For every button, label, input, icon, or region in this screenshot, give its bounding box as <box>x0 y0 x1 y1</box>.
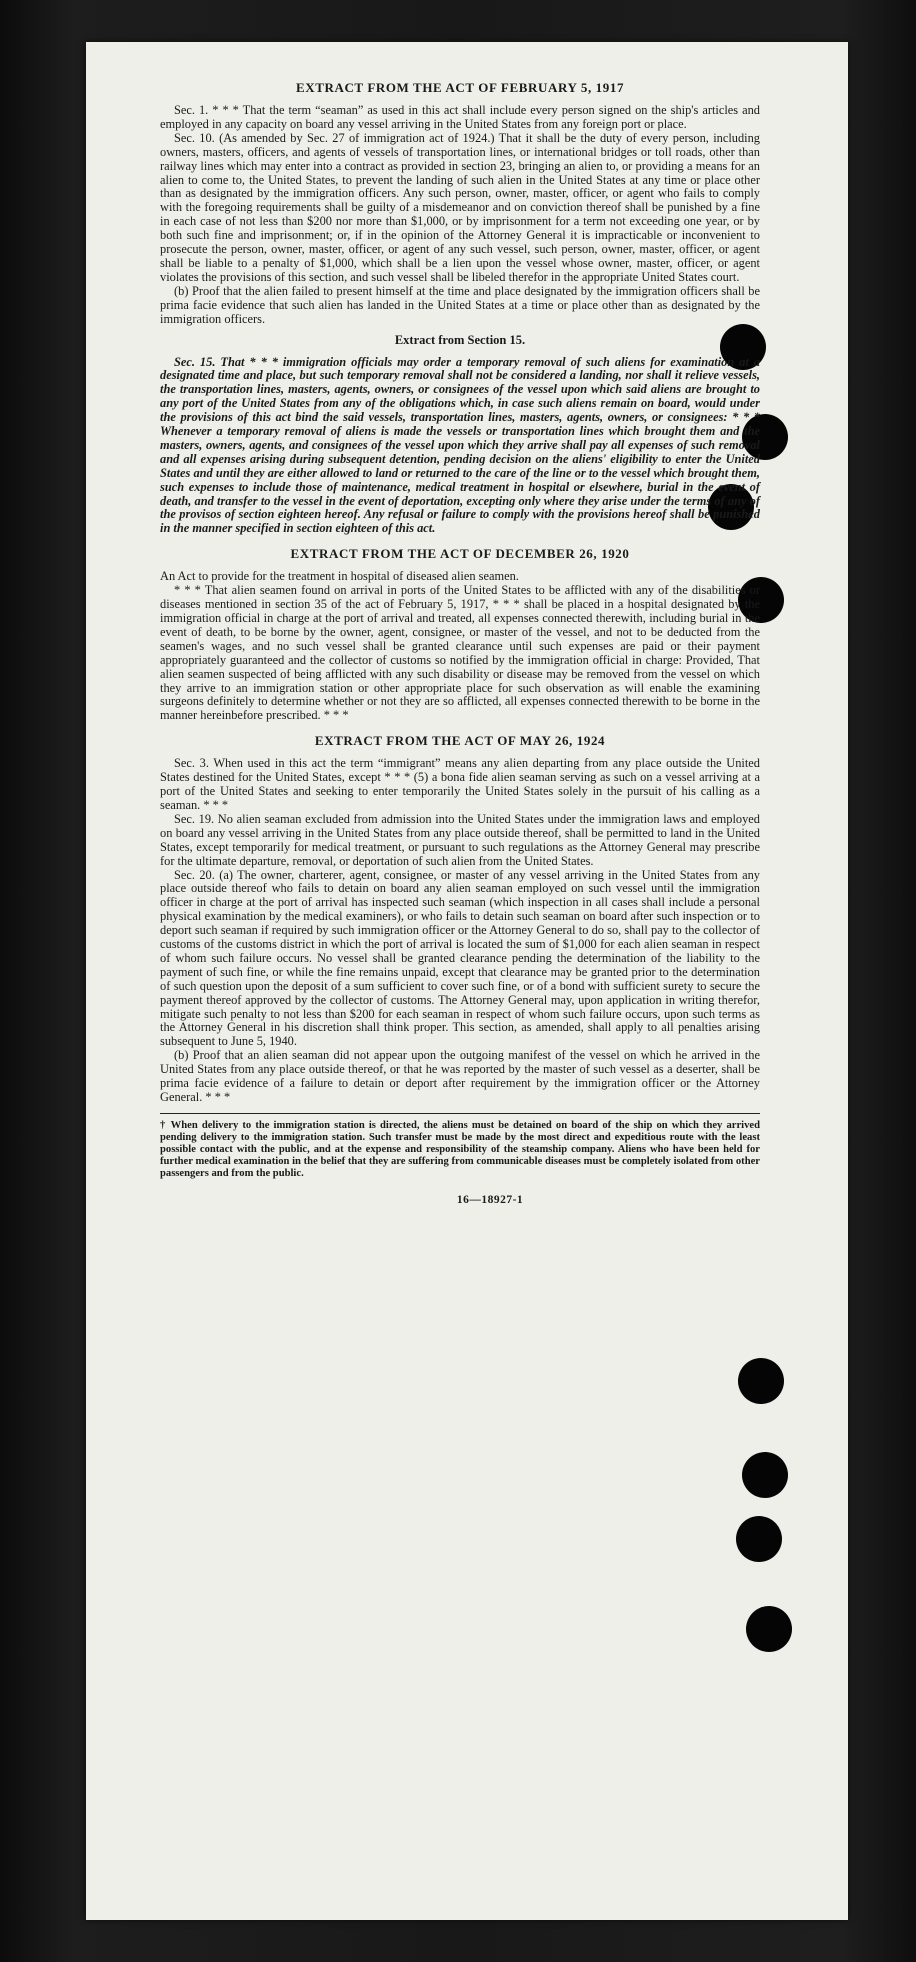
act-1920-intro: An Act to provide for the treatment in hospital of diseased alien seamen. <box>160 569 519 584</box>
punch-hole-7 <box>736 1516 782 1562</box>
section-3-paragraph: Sec. 3. When used in this act the term “immigrant” means any alien departing from any place outside the United States destined for the United States, except * * * (5) a bona fide alien seaman serving as such on a vessel arriving at a port of the United States and seeking to enter temporarily the United States solely in the pursuit of his calling as a seaman. * * * <box>160 756 760 812</box>
footnote-divider <box>160 1113 760 1114</box>
section-15-paragraph: Sec. 15. That * * * immigration officials may order a temporary removal of such aliens for examination at a designated time and place, but such temporary removal shall not be considered a landing, nor shall it relieve vessels, the transportation lines, masters, agents, owners, or consignees of the vessel upon which said aliens are brought to any port of the United States from any of the obligations which, in case such aliens remain on board, would under the provisions of this act bind the said vessels, transportation lines, masters, agents, owners, or consignees: * * * Whenever a temporary removal of aliens is made the vessels or transportation lines which brought them and the masters, owners, agents, and consignees of the vessel upon which they arrive shall pay all expenses of such removal and all expenses arising during subsequent detention, pending decision on the aliens' eligibility to enter the United States and until they are either allowed to land or returned to the care of the line or to the vessel which brought them, such expenses to include those of maintenance, medical treatment in hospital or elsewhere, burial in the event of death, and transfer to the vessel in the event of deportation, excepting only where they arise under the terms of any of the provisos of section eighteen hereof. Any refusal or failure to comply with the provisions hereof shall be punished in the manner specified in section eighteen of this act. <box>160 354 760 536</box>
heading-act-1924: EXTRACT FROM THE ACT OF MAY 26, 1924 <box>314 733 606 749</box>
section-19-paragraph: Sec. 19. No alien seaman excluded from admission into the United States under the immigration laws and employed on board any vessel arriving in the United States from any place outside thereof, shall be permitted to land in the United States, except temporarily for medical treatment, or pursuant to such regulations as the Attorney General may prescribe for the ultimate departure, removal, or deportation of such alien from the United States. <box>160 811 760 868</box>
section-20a-paragraph: Sec. 20. (a) The owner, charterer, agent, consignee, or master of any vessel arriving in the United States from any place outside thereof who fails to detain on board any alien seaman employed on such vessel until the immigration officer in charge at the port of arrival has inspected such seaman (which inspection in all cases shall include a personal physical examination by the medical examiners), or who fails to detain such seaman on board after such inspection or to deport such seaman if required by such immigration officer or the Attorney General to do so, shall pay to the collector of customs of the customs district in which the port of arrival is located the sum of $1,000 for each alien seaman in respect of whom such failure occurs. No vessel shall be granted clearance pending the determination of the liability to the payment of such fine, or while the fine remains unpaid, except that clearance may be granted prior to the determination of such question upon the deposit of a sum sufficient to cover such fine, or of a bond with sufficient surety to secure the payment thereof approved by the collector of customs. The Attorney General may, upon application in writing therefor, mitigate such penalty to not less than $200 for each seaman in respect of whom such failure occurs, upon such terms as the Attorney General in his discretion shall think proper. This section, as amended, shall apply to all penalties arising subsequent to June 5, 1940. <box>160 867 760 1049</box>
heading-act-1920: EXTRACT FROM THE ACT OF DECEMBER 26, 1920 <box>290 546 630 562</box>
section-10-paragraph: Sec. 10. (As amended by Sec. 27 of immigration act of 1924.) That it shall be the duty of every person, including owners, masters, officers, and agents of vessels of transportation lines, or international bridges or toll roads, other than railway lines which may enter into a contract as provided in section 23, bringing an alien to, or providing a means for an alien to come to, the United States, to prevent the landing of such alien in the United States at any time or place other than as designated by the immigration officers. Any such person, owner, master, officer, or agent who fails to comply with the foregoing requirements shall be guilty of a misdemeanor and on conviction thereof shall be punished by a fine in each case of not less than $200 nor more than $1,000, or by imprisonment for a term not exceeding one year, or by both such fine and imprisonment; or, if in the opinion of the Attorney General it is impracticable or inconvenient to prosecute the person, owner, master, officer, or agent of any such vessel, such person, owner, master, officer, or agent shall be liable to a penalty of $1,000, which shall be a lien upon the vessel whose owner, master, officer, or agent violates the provisions of this section, and such vessel shall be libeled therefor in the appropriate United States court. <box>160 130 760 284</box>
punch-hole-5 <box>738 1358 784 1404</box>
document-page <box>86 42 848 1920</box>
form-number: 16—18927-1 <box>456 1193 524 1206</box>
footnote: † When delivery to the immigration station is directed, the aliens must be detained on board of the ship on which they arrived pending delivery to the immigration station. Such transfer must be made by the most direct and expeditious route with the least possible contact with the public, and at the expense and responsibility of the steamship company. Aliens who have been held for further medical examination in the belief that they are suffering from communicable diseases must be completely isolated from other passengers and from the public. <box>160 1119 760 1179</box>
punch-hole-6 <box>742 1452 788 1498</box>
act-1920-paragraph: * * * That alien seamen found on arrival in ports of the United States to be afflicted with any of the disabilities or diseases mentioned in section 35 of the act of February 5, 1917, * * * shall be placed in a hospital designated by the immigration official in charge at the port of arrival and treated, all expenses connected therewith, including burial in the event of death, to be borne by the owner, agent, consignee, or master of the vessel, and not to be deducted from the seamen's wages, and no such vessel shall be granted clearance until such expenses are paid or their payment appropriately guaranteed and the collector of customs so notified by the immigration official in charge: Provided, That alien seamen suspected of being afflicted with any such disability or disease may be removed from the vessel on which they arrive to an immigration station or other appropriate place for such observation as will enable the examining surgeons definitely to determine whether or not they are so afflicted, all expenses connected therewith to be borne in the manner hereinbefore prescribed. * * * <box>160 583 760 723</box>
section-10b-paragraph: (b) Proof that the alien failed to present himself at the time and place designated by the immigration officers shall be prima facie evidence that such alien has landed in the United States at a time or place other than as designated by the immigration officers. <box>160 283 760 326</box>
heading-section-15: Extract from Section 15. <box>394 332 526 347</box>
heading-act-1917: EXTRACT FROM THE ACT OF FEBRUARY 5, 1917 <box>295 80 625 95</box>
section-20b-paragraph: (b) Proof that an alien seaman did not appear upon the outgoing manifest of the vessel on which he arrived in the United States from any place outside thereof, or that he was reported by the master of such vessel as a deserter, shall be prima facie evidence of a failure to detain or deport after requirement by the immigration officer or the Attorney General. * * * <box>160 1048 760 1104</box>
document-text <box>160 80 760 1206</box>
section-1-paragraph: Sec. 1. * * * That the term “seaman” as used in this act shall include every person signed on the ship's articles and employed in any capacity on board any vessel arriving in the United States from any foreign port or place. <box>160 103 760 131</box>
punch-hole-8 <box>746 1606 792 1652</box>
